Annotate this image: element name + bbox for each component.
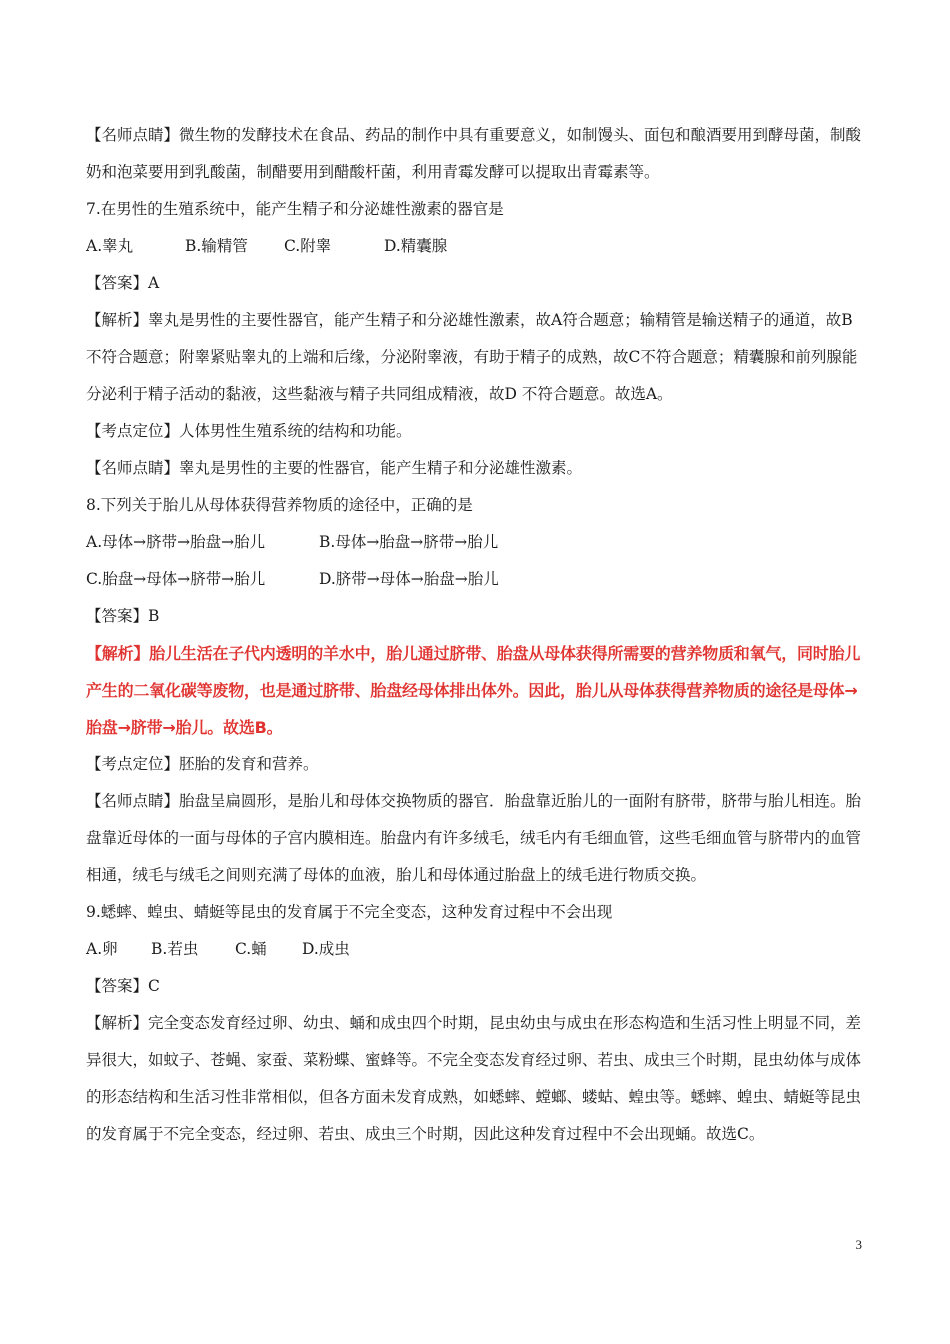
tip-paragraph-1: 【名师点睛】微生物的发酵技术在食品、药品的制作中具有重要意义，如制馒头、面包和酿酒要用到酵母菌，制酸奶和泡菜要用到乳酸菌，制醋要用到醋酸杆菌，利用青霉发酵可以提取出青霉素等。 bbox=[86, 126, 862, 181]
question-8-point: 【考点定位】胚胎的发育和营养。 bbox=[86, 755, 319, 773]
q8-option-d: D.脐带→母体→胎盘→胎儿 bbox=[319, 570, 499, 588]
q9-option-a: A.卵 bbox=[86, 940, 118, 958]
document-body bbox=[86, 117, 864, 1153]
question-9-options bbox=[86, 931, 864, 968]
question-9-analysis: 【解析】完全变态发育经过卵、幼虫、蛹和成虫四个时期，昆虫幼虫与成虫在形态构造和生活习性上明显不同，差异很大，如蚊子、苍蝇、家蚕、菜粉蝶、蜜蜂等。不完全变态发育经过卵、若虫、成虫三个时期，昆虫幼体与成体的形态结构和生活习性非常相似，但各方面未发育成熟，如蟋蟀、螳螂、蝼蛄、蝗虫等。蟋蟀、蝗虫、蜻蜓等昆虫的发育属于不完全变态，经过卵、若虫、成虫三个时期，因此这种发育过程中不会出现蛹。故选C。 bbox=[86, 1014, 862, 1143]
page-number: 3 bbox=[855, 1237, 862, 1252]
q8-option-a: A.母体→脐带→胎盘→胎儿 bbox=[86, 533, 266, 551]
q8-option-c: C.胎盘→母体→脐带→胎儿 bbox=[86, 570, 266, 588]
q7-option-c: C.附睾 bbox=[284, 237, 332, 255]
question-7-options bbox=[86, 228, 864, 265]
q7-option-b: B.输精管 bbox=[185, 237, 248, 255]
question-7: 7.在男性的生殖系统中，能产生精子和分泌雄性激素的器官是 bbox=[86, 200, 504, 218]
q9-option-d: D.成虫 bbox=[302, 940, 350, 958]
q8-option-b: B.母体→胎盘→脐带→胎儿 bbox=[319, 533, 499, 551]
q7-option-d: D.精囊腺 bbox=[384, 237, 448, 255]
question-8: 8.下列关于胎儿从母体获得营养物质的途径中，正确的是 bbox=[86, 496, 473, 514]
question-7-answer: 【答案】A bbox=[86, 274, 160, 292]
question-7-point: 【考点定位】人体男性生殖系统的结构和功能。 bbox=[86, 422, 412, 440]
question-7-analysis: 【解析】睾丸是男性的主要性器官，能产生精子和分泌雄性激素，故A符合题意；输精管是输送精子的通道，故B不符合题意；附睾紧贴睾丸的上端和后缘，分泌附睾液，有助于精子的成熟，故C不符合题意；精囊腺和前列腺能分泌利于精子活动的黏液，这些黏液与精子共同组成精液，故D 不符合题意。故选A。 bbox=[86, 311, 858, 403]
question-7-tip: 【名师点睛】睾丸是男性的主要的性器官，能产生精子和分泌雄性激素。 bbox=[86, 459, 583, 477]
question-8-options-row-1 bbox=[86, 524, 864, 561]
q7-option-a: A.睾丸 bbox=[86, 237, 134, 255]
question-9-answer: 【答案】C bbox=[86, 977, 160, 995]
q9-option-c: C.蛹 bbox=[235, 940, 267, 958]
q9-option-b: B.若虫 bbox=[151, 940, 199, 958]
question-8-analysis: 【解析】胎儿生活在子代内透明的羊水中，胎儿通过脐带、胎盘从母体获得所需要的营养物质和氧气，同时胎儿产生的二氧化碳等废物，也是通过脐带、胎盘经母体排出体外。因此，胎儿从母体获得营养物质的途径是母体→胎盘→脐带→胎儿。故选B。 bbox=[86, 644, 861, 737]
question-8-tip: 【名师点睛】胎盘呈扁圆形，是胎儿和母体交换物质的器官．胎盘靠近胎儿的一面附有脐带，脐带与胎儿相连。胎盘靠近母体的一面与母体的子宫内膜相连。胎盘内有许多绒毛，绒毛内有毛细血管，这些毛细血管与脐带内的血管相通，绒毛与绒毛之间则充满了母体的血液，胎儿和母体通过胎盘上的绒毛进行物质交换。 bbox=[86, 792, 862, 884]
question-8-answer: 【答案】B bbox=[86, 607, 160, 625]
question-8-options-row-2 bbox=[86, 561, 864, 598]
question-9: 9.蟋蟀、蝗虫、蜻蜓等昆虫的发育属于不完全变态，这种发育过程中不会出现 bbox=[86, 903, 613, 921]
